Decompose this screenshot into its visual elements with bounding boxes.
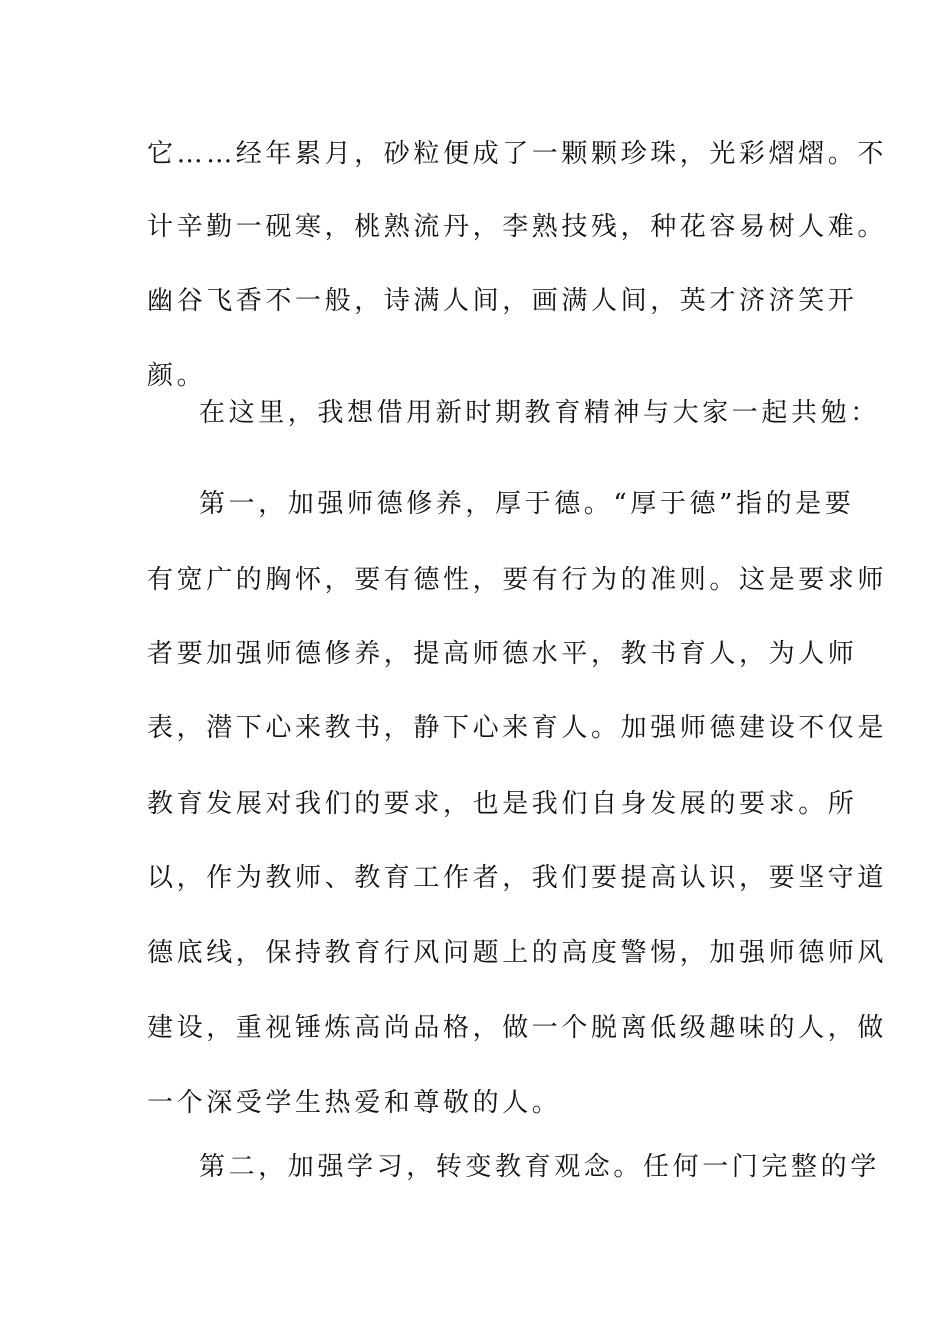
text-line: 计辛勤一砚寒，桃熟流丹，李熟技残，种花容易树人难。 [147,212,888,242]
text-line: 教育发展对我们的要求，也是我们自身发展的要求。所 [147,789,858,819]
text-line: 建设，重视锤炼高尚品格，做一个脱离低级趣味的人，做 [147,1013,888,1043]
text-line: 颜。 [147,361,207,391]
text-line: 以，作为教师、教育工作者，我们要提高认识，要坚守道 [147,863,888,893]
paragraph-line: 第一，加强师德修养，厚于德。“厚于德”指的是要 [199,489,855,519]
text-line: 它……经年累月，砂粒便成了一颗颗珍珠，光彩熠熠。不 [147,139,888,169]
text-line: 一个深受学生热爱和尊敬的人。 [147,1088,562,1118]
text-line: 者要加强师德修养，提高师德水平，教书育人，为人师 [147,639,858,669]
text-line: 幽谷飞香不一般，诗满人间，画满人间，英才济济笑开 [147,286,858,316]
paragraph-line: 在这里，我想借用新时期教育精神与大家一起共勉： [199,398,880,428]
text-line: 有宽广的胸怀，要有德性，要有行为的准则。这是要求师 [147,565,888,595]
paragraph-line: 第二，加强学习，转变教育观念。任何一门完整的学 [199,1152,880,1182]
text-line: 德底线，保持教育行风问题上的高度警惕，加强师德师风 [147,938,888,968]
text-line: 表，潜下心来教书，静下心来育人。加强师德建设不仅是 [147,713,888,743]
